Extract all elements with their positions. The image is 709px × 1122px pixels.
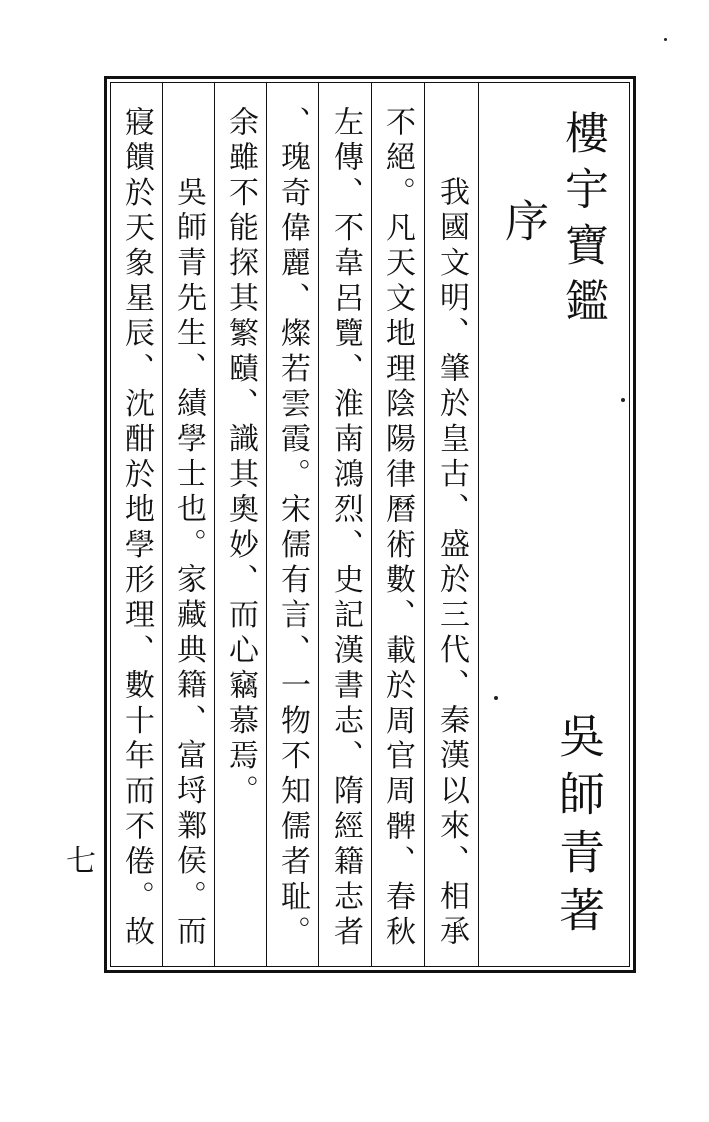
- column-rule: [478, 82, 479, 967]
- text-column-6: 吳師青先生、績學士也。家藏典籍、富埒鄴侯。而: [171, 176, 206, 951]
- text-column-3: 左傳、不韋呂覽、淮南鴻烈、史記漢書志、隋經籍志者: [328, 106, 363, 951]
- column-rule: [214, 82, 215, 967]
- text-column-5: 余雖不能探其繁賾、識其奧妙、而心竊慕焉。: [223, 106, 258, 810]
- scan-speck: [494, 696, 498, 700]
- text-column-7: 寢饋於天象星辰、沈酣於地學形理、數十年而不倦。故: [119, 106, 154, 951]
- column-rule: [162, 82, 163, 967]
- scan-speck: [664, 38, 667, 41]
- book-title: 樓宇寶鑑: [557, 110, 608, 334]
- text-column-1: 我國文明、肇於皇古、盛於三代、秦漢以來、相承: [434, 176, 469, 951]
- column-rule: [266, 82, 267, 967]
- text-column-2: 不絕。凡天文地理陰陽律曆術數、載於周官周髀、春秋: [380, 106, 415, 951]
- text-column-4: 、瑰奇偉麗、燦若雲霞。宋儒有言、一物不知儒者耻。: [275, 106, 310, 951]
- section-heading: 序: [497, 198, 548, 242]
- page-number: 七: [66, 844, 96, 879]
- scan-speck: [621, 398, 625, 402]
- column-rule: [371, 82, 372, 967]
- author-name: 吳師青著: [552, 712, 606, 944]
- column-rule: [424, 82, 425, 967]
- column-rule: [318, 82, 319, 967]
